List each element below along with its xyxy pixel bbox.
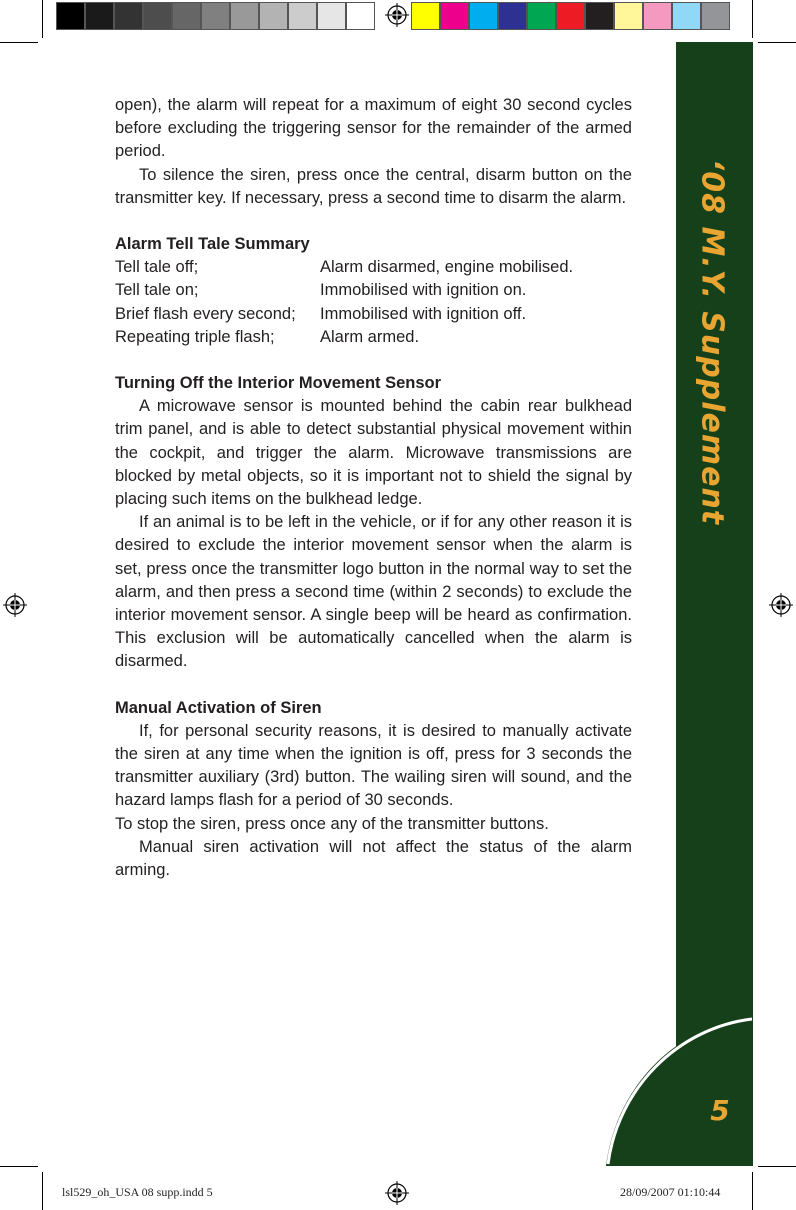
color-swatch — [143, 2, 172, 30]
color-swatch — [701, 2, 730, 30]
crop-mark — [0, 1166, 38, 1167]
tell-tale-meaning: Immobilised with ignition off. — [320, 304, 527, 323]
color-swatch — [469, 2, 498, 30]
paragraph: If, for personal security reasons, it is desired to manually activate the siren at any time when the ignition is off, press for 3 seconds the transmitter auxiliary (3rd) button. The wailing siren will sound, and the hazard lamps flash for a period of 30 seconds. — [115, 721, 632, 810]
supplement-title: ‘08 M.Y. Supplement — [694, 158, 730, 526]
paragraph: Manual siren activation will not affect the status of the alarm arming. — [115, 837, 632, 880]
table-row — [115, 279, 632, 302]
paragraph: If an animal is to be left in the vehicle, or if for any other reason it is desired to exclude the interior movement sensor when the alarm is set, press once the transmitter logo button in the normal way to set the alarm, and then press a second time (within 2 seconds) to exclude the interior movement sensor. A single beep will be heard as confirmation. This exclusion will be automatically cancelled when the alarm is disarmed. — [115, 513, 632, 671]
color-swatch — [440, 2, 469, 30]
color-swatch — [230, 2, 259, 30]
tell-tale-state: Brief flash every second; — [115, 304, 296, 323]
color-swatch — [585, 2, 614, 30]
color-swatch — [288, 2, 317, 30]
page-number: 5 — [710, 1094, 730, 1127]
footer-timestamp: 28/09/2007 01:10:44 — [620, 1185, 721, 1199]
tell-tale-state: Tell tale off; — [115, 258, 199, 277]
crop-mark — [752, 0, 753, 38]
registration-mark-icon — [3, 593, 27, 617]
crop-mark — [42, 0, 43, 38]
tell-tale-meaning: Immobilised with ignition on. — [320, 281, 527, 300]
color-swatch — [498, 2, 527, 30]
crop-mark — [752, 1172, 753, 1210]
tell-tale-meaning: Alarm disarmed, engine mobilised. — [320, 258, 574, 277]
page-corner-curve — [606, 1016, 753, 1166]
table-row — [115, 256, 632, 279]
crop-mark — [0, 42, 38, 43]
color-swatch — [172, 2, 201, 30]
tell-tale-state: Repeating triple flash; — [115, 327, 275, 346]
registration-mark-icon — [385, 3, 409, 27]
color-swatch — [643, 2, 672, 30]
paragraph: To silence the siren, press once the central, disarm button on the transmitter key. If necessary, press a second time to disarm the alarm. — [115, 165, 632, 207]
color-swatch — [527, 2, 556, 30]
tell-tale-meaning: Alarm armed. — [320, 327, 420, 346]
main-content — [115, 94, 632, 882]
color-swatch — [672, 2, 701, 30]
section-heading: Manual Activation of Siren — [115, 698, 322, 717]
color-swatch — [201, 2, 230, 30]
color-swatch — [56, 2, 85, 30]
table-row — [115, 326, 632, 349]
color-swatch — [259, 2, 288, 30]
paragraph: A microwave sensor is mounted behind the cabin rear bulkhead trim panel, and is able to detect substantial physical movement within the cockpit, and trigger the alarm. Microwave transmissions are blocked by metal objects, so it is important not to shield the signal by placing such items on the bulkhead ledge. — [115, 397, 632, 509]
footer-filename: lsl529_oh_USA 08 supp.indd 5 — [62, 1185, 213, 1199]
crop-mark — [42, 1172, 43, 1210]
section-heading: Turning Off the Interior Movement Sensor — [115, 374, 442, 393]
color-swatch — [346, 2, 375, 30]
registration-mark-icon — [385, 1181, 409, 1205]
color-swatch — [614, 2, 643, 30]
color-swatch — [556, 2, 585, 30]
crop-mark — [758, 1166, 796, 1167]
tell-tale-table — [115, 256, 632, 349]
tell-tale-state: Tell tale on; — [115, 281, 199, 300]
color-swatch — [411, 2, 440, 30]
crop-mark — [758, 42, 796, 43]
color-swatch — [114, 2, 143, 30]
paragraph: To stop the siren, press once any of the transmitter buttons. — [115, 814, 549, 833]
sidebar-title — [676, 42, 753, 702]
registration-mark-icon — [769, 593, 793, 617]
color-swatch — [317, 2, 346, 30]
table-row — [115, 303, 632, 326]
section-heading: Alarm Tell Tale Summary — [115, 235, 310, 254]
color-swatch — [85, 2, 114, 30]
paragraph: open), the alarm will repeat for a maximum of eight 30 second cycles before excluding the triggering sensor for the remainder of the armed period. — [115, 96, 632, 161]
